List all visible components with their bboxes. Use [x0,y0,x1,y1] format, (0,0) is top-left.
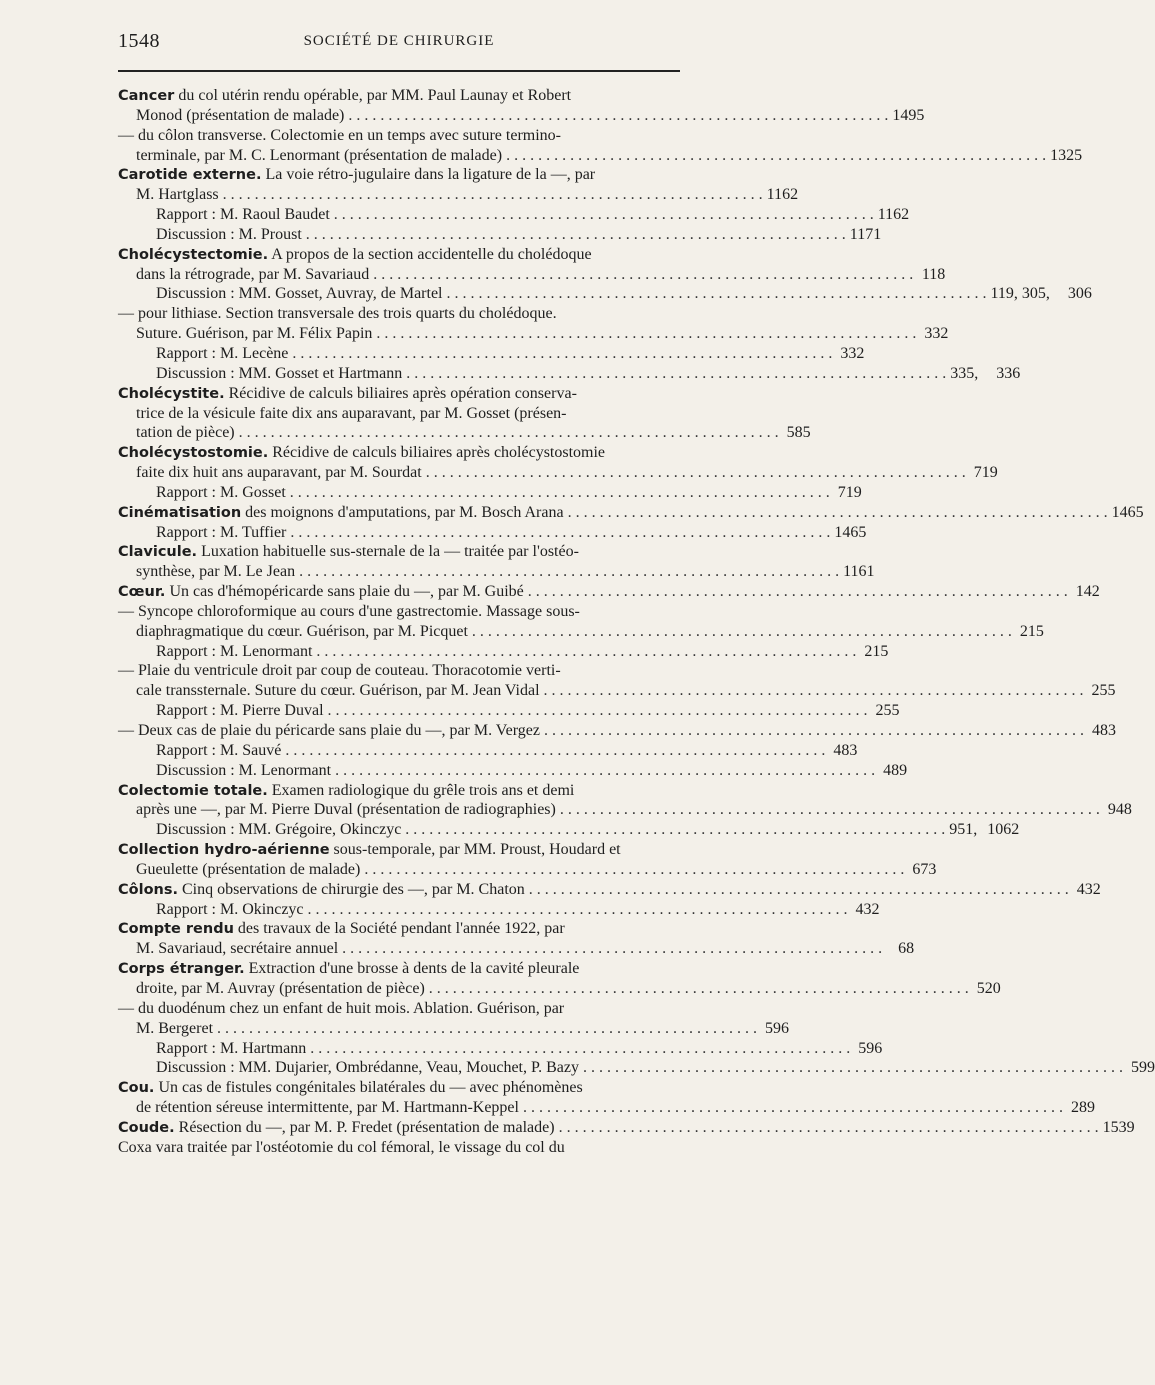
entry-body: Discussion : MM. Grégoire, Okinczyc [156,821,402,839]
index-line [118,681,1116,701]
entry-heading: Coude. [118,1119,175,1136]
page-reference: 483 [1091,722,1116,739]
entry-text [136,146,502,166]
entry-body: Coxa vara traitée par l'ostéotomie du col fémoral, le vissage du col du [118,1138,565,1156]
entry-body: Rapport : M. Pierre Duval [156,702,324,720]
entry-body: cale transsternale. Suture du cœur. Guérison, par M. Jean Vidal [136,682,540,700]
entry-body: Rapport : M. Gosset [156,483,286,501]
index-line [118,840,680,860]
entry-body: Suture. Guérison, par M. Félix Papin [136,325,373,343]
leader-dots [524,582,1072,602]
page-reference: 489 [883,761,908,779]
page-reference: 951, [949,821,978,839]
leader-dots [556,800,1104,820]
index-line [118,701,900,721]
leader-dots [564,503,1112,523]
entry-heading: Carotide externe. [118,167,262,184]
entry-heading: Cou. [118,1080,155,1097]
entry-text [118,662,561,679]
index-line [118,245,680,265]
page-title: SOCIÉTÉ DE CHIRURGIE [303,33,495,49]
entry-body: terminale, par M. C. Lenormant (présentation de malade) [136,146,503,164]
leader-dots [502,146,1050,166]
entry-body: Récidive de calculs biliaires après cholécystostomie [268,444,606,462]
entry-text [118,1079,583,1096]
entry-text [136,106,344,126]
entry-heading: Côlons. [118,881,178,898]
entry-body: Cinq observations de chirurgie des —, par M. Chaton [178,880,525,898]
entry-body: des travaux de la Société pendant l'année 1922, par [233,920,565,938]
index-line [118,959,680,979]
leader-dots [519,1098,1067,1118]
entry-body: diaphragmatique du cœur. Guérison, par M. Picquet [136,622,468,640]
entry-body: M. Hartglass [136,186,219,204]
entry-body: Discussion : MM. Gosset et Hartmann [156,364,403,382]
entry-body: Discussion : MM. Gosset, Auvray, de Martel [156,285,443,303]
leader-dots [281,741,829,761]
entry-body: tation de pièce) [136,424,235,442]
index-line [118,1098,1095,1118]
leader-dots [324,701,872,721]
index-line [118,1078,680,1098]
index-line [118,741,858,761]
entry-text [136,681,540,701]
entry-text [156,741,281,761]
index-line [118,1058,1155,1078]
entry-body: Résection du —, par M. P. Fredet (présentation de malade) [174,1118,555,1136]
entry-body: M. Savariaud, secrétaire annuel [136,940,339,958]
leader-dots [331,761,879,781]
page-reference: 255 [875,702,900,720]
entry-heading: Corps étranger. [118,961,245,978]
leader-dots [422,463,970,483]
entry-text [118,960,579,977]
index-line [118,324,949,344]
leader-dots [235,423,783,443]
entry-text [118,1139,565,1156]
index-line [118,542,680,562]
entry-text [136,324,372,344]
index-line [118,1039,883,1059]
entry-body: — du duodénum chez un enfant de huit mois. Ablation. Guérison, par [118,999,565,1017]
entry-body: Rapport : M. Hartmann [156,1039,307,1057]
index-line [118,880,1101,900]
entry-body: synthèse, par M. Le Jean [136,563,296,581]
index-line [118,562,875,582]
page-reference: 1162 [877,206,910,224]
entry-heading: Colectomie totale. [118,782,268,799]
leader-dots [213,1019,761,1039]
index-line [118,781,680,801]
leader-dots [312,642,860,662]
page-reference: 332 [840,344,865,362]
entry-body: des moignons d'amputations, par M. Bosch Arana [241,503,564,521]
page-reference: 1539 [1102,1118,1135,1136]
entry-body: Rapport : M. Lenormant [156,642,313,660]
leader-dots [338,939,886,959]
leader-dots [219,185,767,205]
leader-dots [302,225,850,245]
entry-text [156,523,286,543]
entry-body: Monod (présentation de malade) [136,106,345,124]
entry-text [156,225,302,245]
entry-body: après une —, par M. Pierre Duval (présentation de radiographies) [136,801,556,819]
leader-dots [402,364,950,384]
entry-text [118,721,540,741]
entry-text [156,642,312,662]
entry-text [136,800,556,820]
index-line [118,225,882,245]
entry-heading: Cœur. [118,584,166,601]
entry-body: Rapport : M. Tuffier [156,523,287,541]
page-reference: 335, [950,364,979,382]
entry-text [136,1098,519,1118]
entry-text [156,820,401,840]
entry-heading: Cholécystectomie. [118,246,269,263]
index-line [118,126,680,146]
entry-body: Rapport : M. Okinczyc [156,900,304,918]
index-line [118,344,865,364]
entry-body: Examen radiologique du grêle trois ans et demi [267,781,575,799]
index-line [118,939,915,959]
leader-dots [295,562,843,582]
leader-dots [555,1118,1103,1138]
entry-heading: Cinématisation [118,504,242,521]
entry-body: — Deux cas de plaie du péricarde sans plaie du —, par M. Vergez [118,722,540,739]
page-reference: 1161 [843,563,875,581]
index-line [118,761,908,781]
index-entries [118,86,1155,1158]
page-reference: 432 [855,900,880,918]
entry-body: sous-temporale, par MM. Proust, Houdard et [329,841,621,859]
index-line [118,304,680,324]
entry-text [136,1019,213,1039]
page-reference: 483 [833,741,858,759]
leader-dots [525,880,1073,900]
leader-dots [540,721,1088,741]
entry-body: Un cas de fistules congénitales bilatérales du — avec phénomènes [154,1079,583,1097]
entry-text [118,305,557,322]
entry-text [136,622,468,642]
entry-heading: Clavicule. [118,544,198,561]
entry-text [118,543,579,560]
entry-body: Discussion : M. Lenormant [156,761,332,779]
page-reference: 1495 [892,106,925,124]
index-line [118,284,1092,304]
entry-text [118,166,595,183]
entry-text [118,1118,555,1139]
entry-text [118,87,571,104]
leader-dots [286,523,834,543]
entry-text [118,920,565,937]
index-line [118,919,680,939]
entry-text [118,385,577,402]
entry-body: Gueulette (présentation de malade) [136,860,361,878]
entry-body: — du côlon transverse. Colectomie en un temps avec suture termino- [118,126,561,144]
entry-heading: Cholécystostomie. [118,445,269,462]
leader-dots [304,900,852,920]
index-line [118,860,937,880]
page-reference: 119, 305, [990,285,1050,303]
index-line [118,503,1144,523]
index-line [118,979,1001,999]
entry-body: Récidive de calculs biliaires après opération conserva- [224,384,577,402]
page-reference: 142 [1075,583,1100,601]
leader-dots [288,344,836,364]
entry-text [156,284,443,304]
page-reference: 255 [1091,682,1116,700]
index-line [118,1118,1135,1138]
entry-text [156,701,324,721]
page-reference: 585 [786,424,811,442]
leader-dots [540,681,1088,701]
leader-dots [425,979,973,999]
page-reference: 68 [898,940,915,958]
entry-text [118,503,564,524]
leader-dots [344,106,892,126]
entry-body: droite, par M. Auvray (présentation de pièce) [136,979,425,997]
index-line [118,443,680,463]
index-line [118,820,1020,840]
index-line [118,165,680,185]
entry-text [136,405,567,422]
page-reference: 1171 [849,225,882,243]
page-reference: 596 [765,1019,790,1037]
entry-body: A propos de la section accidentelle du cholédoque [268,245,592,263]
entry-body: Rapport : M. Raoul Baudet [156,206,330,224]
entry-text [156,1039,306,1059]
page-reference: 306 [1067,285,1092,303]
page-reference: 719 [837,483,862,501]
entry-text [136,185,219,205]
entry-text [156,761,331,781]
entry-heading: Compte rendu [118,921,234,938]
page-reference: 948 [1107,801,1132,819]
entry-body: — pour lithiase. Section transversale des trois quarts du cholédoque. [118,305,557,323]
entry-text [156,205,330,225]
page-reference: 336 [996,364,1021,382]
entry-body: dans la rétrograde, par M. Savariaud [136,265,370,283]
leader-dots [306,1039,854,1059]
page-reference: 599 [1131,1059,1155,1077]
leader-dots [330,205,878,225]
entry-body: Extraction d'une brosse à dents de la cavité pleurale [244,960,580,978]
index-line [118,86,680,106]
entry-body: de rétention séreuse intermittente, par M. Hartmann-Keppel [136,1099,519,1117]
leader-dots [468,622,1016,642]
index-line [118,364,1021,384]
index-line [118,602,680,622]
entry-text [118,782,574,799]
page-reference: 719 [973,464,998,482]
entry-text [118,444,605,461]
leader-dots [579,1058,1127,1078]
page-reference: 289 [1070,1099,1095,1117]
entry-text [118,246,592,263]
entry-text [156,483,286,503]
page-reference: 1465 [1111,503,1144,521]
index-line [118,205,910,225]
entry-text [136,979,425,999]
index-line [118,523,867,543]
entry-body: — Syncope chloroformique au cours d'une gastrectomie. Massage sous- [118,602,580,620]
page-reference: 1062 [987,821,1020,839]
entry-text [118,582,524,603]
index-line [118,800,1132,820]
index-line [118,900,880,920]
leader-dots [360,860,908,880]
leader-dots [401,820,949,840]
entry-body: trice de la vésicule faite dix ans auparavant, par M. Gosset (présen- [136,404,567,422]
entry-text [136,939,338,959]
entry-text [156,1058,579,1078]
index-line [118,661,680,681]
entry-text [156,364,402,384]
index-line [118,106,925,126]
entry-heading: Collection hydro-aérienne [118,842,330,859]
index-line [118,642,889,662]
entry-body: M. Bergeret [136,1019,214,1037]
index-line [118,384,680,404]
page-reference: 215 [864,642,889,660]
page-number: 1548 [118,30,160,52]
leader-dots [369,265,917,285]
entry-text [136,860,360,880]
page-reference: 673 [912,860,937,878]
page-reference: 520 [976,979,1001,997]
index-line [118,721,1116,741]
index-line [118,185,799,205]
entry-text [118,841,621,858]
entry-body: Rapport : M. Lecène [156,344,289,362]
entry-text [156,344,288,364]
index-line [118,146,1083,166]
entry-text [136,562,295,582]
entry-body: La voie rétro-jugulaire dans la ligature de la —, par [261,166,596,184]
entry-body: — Plaie du ventricule droit par coup de couteau. Thoracotomie verti- [118,662,561,680]
header-rule [118,70,680,72]
entry-text [136,463,422,483]
index-line [118,582,1100,602]
page-reference: 215 [1019,622,1044,640]
page-reference: 596 [858,1039,883,1057]
index-line [118,265,946,285]
index-line [118,999,680,1019]
entry-text [118,880,525,901]
entry-text [118,1000,564,1017]
index-line [118,1138,680,1158]
entry-body: Discussion : M. Proust [156,225,302,243]
page-reference: 1162 [766,186,799,204]
entry-text [136,423,235,443]
running-header [118,30,680,54]
index-line [118,404,680,424]
index-line [118,463,998,483]
entry-text [118,603,580,620]
entry-body: Rapport : M. Sauvé [156,741,282,759]
page-reference: 118 [921,265,946,283]
entry-body: Luxation habituelle sus-sternale de la — traitée par l'ostéo- [197,543,579,561]
entry-heading: Cancer [118,88,175,104]
entry-body: Un cas d'hémopéricarde sans plaie du —, par M. Guibé [165,583,524,601]
leader-dots [286,483,834,503]
page-reference: 332 [924,325,949,343]
leader-dots [443,284,991,304]
index-line [118,1019,790,1039]
entry-text [136,265,369,285]
page-reference: 1465 [834,523,867,541]
page-reference: 432 [1076,880,1101,898]
index-line [118,423,811,443]
entry-body: faite dix huit ans auparavant, par M. Sourdat [136,464,422,482]
entry-body: Discussion : MM. Dujarier, Ombrédanne, Veau, Mouchet, P. Bazy [156,1059,579,1077]
index-line [118,622,1044,642]
page-reference: 1325 [1050,146,1083,164]
leader-dots [372,324,920,344]
entry-body: du col utérin rendu opérable, par MM. Paul Launay et Robert [174,87,572,104]
entry-heading: Cholécystite. [118,385,225,402]
entry-text [118,127,561,144]
index-line [118,483,862,503]
entry-text [156,900,304,920]
